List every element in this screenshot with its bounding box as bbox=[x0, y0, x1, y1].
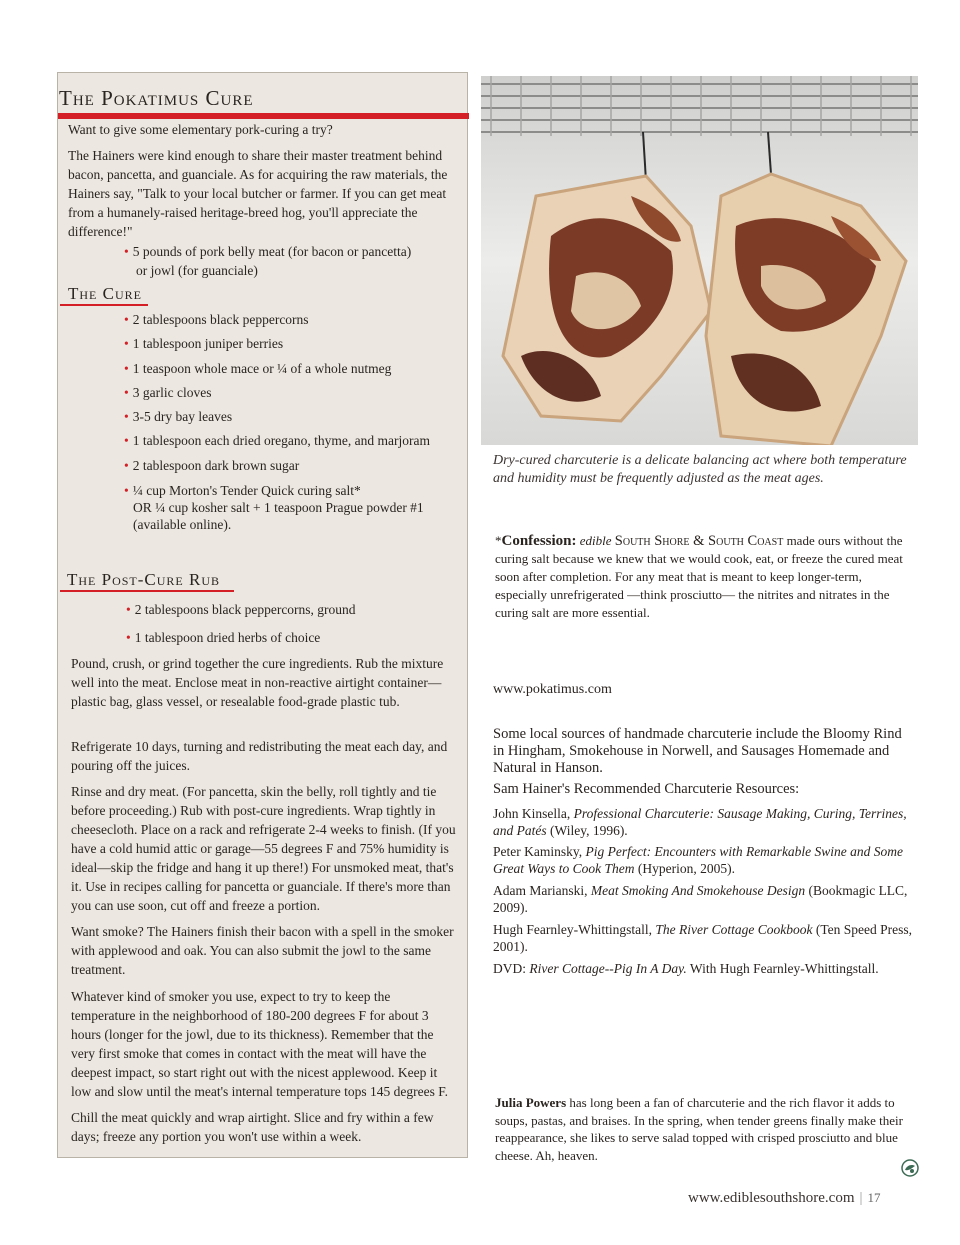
cure-item: • 3 garlic cloves bbox=[124, 385, 212, 400]
cure-item: • 2 tablespoons black peppercorns bbox=[124, 312, 309, 327]
step-paragraph: Whatever kind of smoker you use, expect to try to keep the temperature in the neighborhood of 180-200 degrees F for about 3 hours (longer for the jowl, due to its thickness). Remember that the very first smoke that comes in contact with the meat will have the deepest impact, so start right out with the nicest applewood. Keep it low and slow until the meat's internal temperature tops 145 degrees F. bbox=[71, 989, 449, 1099]
footer-url[interactable]: www.ediblesouthshore.com bbox=[688, 1190, 855, 1206]
step-paragraph: Want smoke? The Hainers finish their bacon with a spell in the smoker with applewood and oak. You can also submit the jowl to the same treatment. bbox=[71, 924, 454, 977]
cure-item-text: 3-5 dry bay leaves bbox=[132, 409, 233, 424]
meat-item bbox=[124, 243, 454, 260]
step-paragraph: Refrigerate 10 days, turning and redistributing the meat each day, and pouring off the juices. bbox=[71, 739, 448, 773]
resources-heading: Sam Hainer's Recommended Charcuterie Resources: bbox=[493, 781, 800, 797]
intro-text: Want to give some elementary pork-curing a try? bbox=[68, 122, 333, 137]
resource-title: Pig Perfect: Encounters with Remarkable Swine and Some Great Ways to Cook Them bbox=[493, 844, 904, 876]
local-sources: Some local sources of handmade charcuterie include the Bloomy Rind in Hingham, Smokehouse in Norwell, and Sausages Homemade and Natural in Hanson. bbox=[493, 726, 902, 776]
resource-author: John Kinsella, bbox=[493, 806, 574, 821]
author-name: Julia Powers bbox=[495, 1095, 567, 1110]
cure-heading: The Cure bbox=[68, 284, 142, 303]
cure-item: • 3-5 dry bay leaves bbox=[124, 409, 233, 424]
page-number: 17 bbox=[867, 1190, 881, 1205]
asterisk: * bbox=[495, 533, 502, 548]
resource-author: Hugh Fearnley-Whittingstall, bbox=[493, 922, 656, 937]
title-rule bbox=[58, 113, 469, 119]
author-bio bbox=[495, 1094, 910, 1164]
cure-item-text: 2 tablespoon dark brown sugar bbox=[132, 458, 300, 473]
sidebar-title: The Pokatimus Cure bbox=[59, 86, 254, 110]
cure-item: • 2 tablespoon dark brown sugar bbox=[124, 458, 300, 473]
intro-paragraph: The Hainers were kind enough to share their master treatment behind bacon, pancetta, and guanciale. As for acquiring the raw materials, the Hainers say, "Talk to your local butcher or farmer. If you can get meat from a humanely-raised heritage-breed hog, you'll appreciate the difference!" bbox=[68, 148, 448, 239]
edible-logo-icon bbox=[901, 1159, 919, 1177]
resource-item bbox=[493, 921, 913, 955]
cure-item-text: 2 tablespoons black peppercorns bbox=[132, 312, 309, 327]
post-item-text: 2 tablespoons black peppercorns, ground bbox=[134, 602, 356, 617]
magazine-name: South Shore & South Coast bbox=[614, 533, 784, 549]
resource-title: The River Cottage Cookbook bbox=[655, 922, 813, 937]
resource-author: Peter Kaminsky, bbox=[493, 844, 586, 859]
post-item: • 1 tablespoon dried herbs of choice bbox=[126, 630, 321, 645]
resource-publisher: (Hyperion, 2005). bbox=[634, 861, 735, 876]
resource-item bbox=[493, 882, 913, 916]
cure-alt-line-1: OR ¼ cup kosher salt + 1 teaspoon Prague powder #1 bbox=[133, 500, 424, 515]
cure-item-text: ¼ cup Morton's Tender Quick curing salt* bbox=[132, 483, 361, 498]
bullet-dot: • bbox=[124, 244, 129, 259]
resource-publisher: (Bookmagic LLC, 2009). bbox=[493, 883, 908, 915]
cure-item-text: 1 teaspoon whole mace or ¼ of a whole nutmeg bbox=[132, 361, 392, 376]
recipe-sidebar bbox=[57, 72, 468, 1158]
cure-item-text: 1 tablespoon juniper berries bbox=[132, 336, 284, 351]
post-cure-heading: The Post-Cure Rub bbox=[67, 570, 221, 589]
cure-item: • 1 tablespoon each dried oregano, thyme, and marjoram bbox=[124, 433, 431, 448]
cure-item: • ¼ cup Morton's Tender Quick curing salt* bbox=[124, 483, 361, 498]
resource-publisher: (Ten Speed Press, 2001). bbox=[493, 922, 912, 954]
confession-note bbox=[495, 532, 907, 622]
bio-text: has long been a fan of charcuterie and the rich flavor it adds to soups, pastas, and braises. In the spring, when tender greens finally make their reappearance, she likes to serve salad topped with crisped prosciutto and blue cheese. Ah, heaven. bbox=[495, 1095, 903, 1163]
cure-item-text: 1 tablespoon each dried oregano, thyme, and marjoram bbox=[132, 433, 431, 448]
confession-body: ours without the curing salt because we knew that we would cook, eat, or freeze the cured meat soon after completion. For any meat that is meant to keep longer-term, especially unrefrigerated —think prosciutto— the nitrites and nitrates in the curing salt are more essential. bbox=[495, 533, 903, 620]
resource-item bbox=[493, 843, 913, 877]
resource-publisher: (Wiley, 1996). bbox=[546, 823, 628, 838]
confession-lead: Confession: bbox=[501, 533, 577, 549]
cure-heading-rule bbox=[60, 304, 148, 306]
pokatimus-website-link[interactable]: www.pokatimus.com bbox=[493, 682, 612, 697]
post-item-text: 1 tablespoon dried herbs of choice bbox=[134, 630, 321, 645]
edible-word: edible bbox=[579, 533, 612, 548]
cured-meat-illustration bbox=[481, 76, 918, 445]
meat-line-2: or jowl (for guanciale) bbox=[136, 263, 258, 278]
photo-caption: Dry-cured charcuterie is a delicate balancing act where both temperature and humidity must be frequently adjusted as the meat ages. bbox=[493, 453, 907, 486]
resource-title: Professional Charcuterie: Sausage Making, Curing, Terrines, and Patés bbox=[493, 806, 907, 838]
resource-publisher: With Hugh Fearnley-Whittingstall. bbox=[686, 961, 879, 976]
cure-item: • 1 teaspoon whole mace or ¼ of a whole nutmeg bbox=[124, 361, 392, 376]
meat-line-1: 5 pounds of pork belly meat (for bacon or pancetta) bbox=[132, 244, 412, 259]
post-item: • 2 tablespoons black peppercorns, ground bbox=[126, 602, 356, 617]
resource-author: DVD: bbox=[493, 961, 530, 976]
confession-made: made bbox=[786, 533, 815, 548]
cured-meat-photo bbox=[481, 76, 918, 445]
step-paragraph: Rinse and dry meat. (For pancetta, skin the belly, roll tightly and tie before proceeding.) Rub with post-cure ingredients. Wrap tightly in cheesecloth. Place on a rack and refrigerate 2-4 weeks to finish. (If you have a cold humid attic or garage—55 degrees F and 75% humidity is ideal—skip the fridge and hang it up there!) For unsmoked meat, that's it. Use in recipes calling for pancetta or guanciale. If there's more than you can use soon, cut off and freeze a portion. bbox=[71, 784, 456, 913]
cure-item: • 1 tablespoon juniper berries bbox=[124, 336, 284, 351]
resource-title: Meat Smoking And Smokehouse Design bbox=[590, 883, 806, 898]
resource-title: River Cottage--Pig In A Day. bbox=[529, 961, 687, 976]
footer-separator: | bbox=[859, 1190, 863, 1206]
resource-author: Adam Marianski, bbox=[493, 883, 591, 898]
cure-item-text: 3 garlic cloves bbox=[132, 385, 212, 400]
step-paragraph: Pound, crush, or grind together the cure ingredients. Rub the mixture well into the meat. Enclose meat in non-reactive airtight container—plastic bag, glass vessel, or resealable food-grade plastic tub. bbox=[71, 656, 444, 709]
sidebar-title-bar bbox=[58, 83, 469, 113]
step-paragraph: Chill the meat quickly and wrap airtight. Slice and fry within a few days; freeze any portion you won't use within a week. bbox=[71, 1110, 434, 1144]
resource-item bbox=[493, 805, 913, 839]
resource-item bbox=[493, 960, 913, 977]
cure-alt-line-2: (available online). bbox=[133, 517, 232, 532]
post-cure-heading-rule bbox=[60, 590, 234, 592]
page-footer bbox=[688, 1190, 881, 1207]
